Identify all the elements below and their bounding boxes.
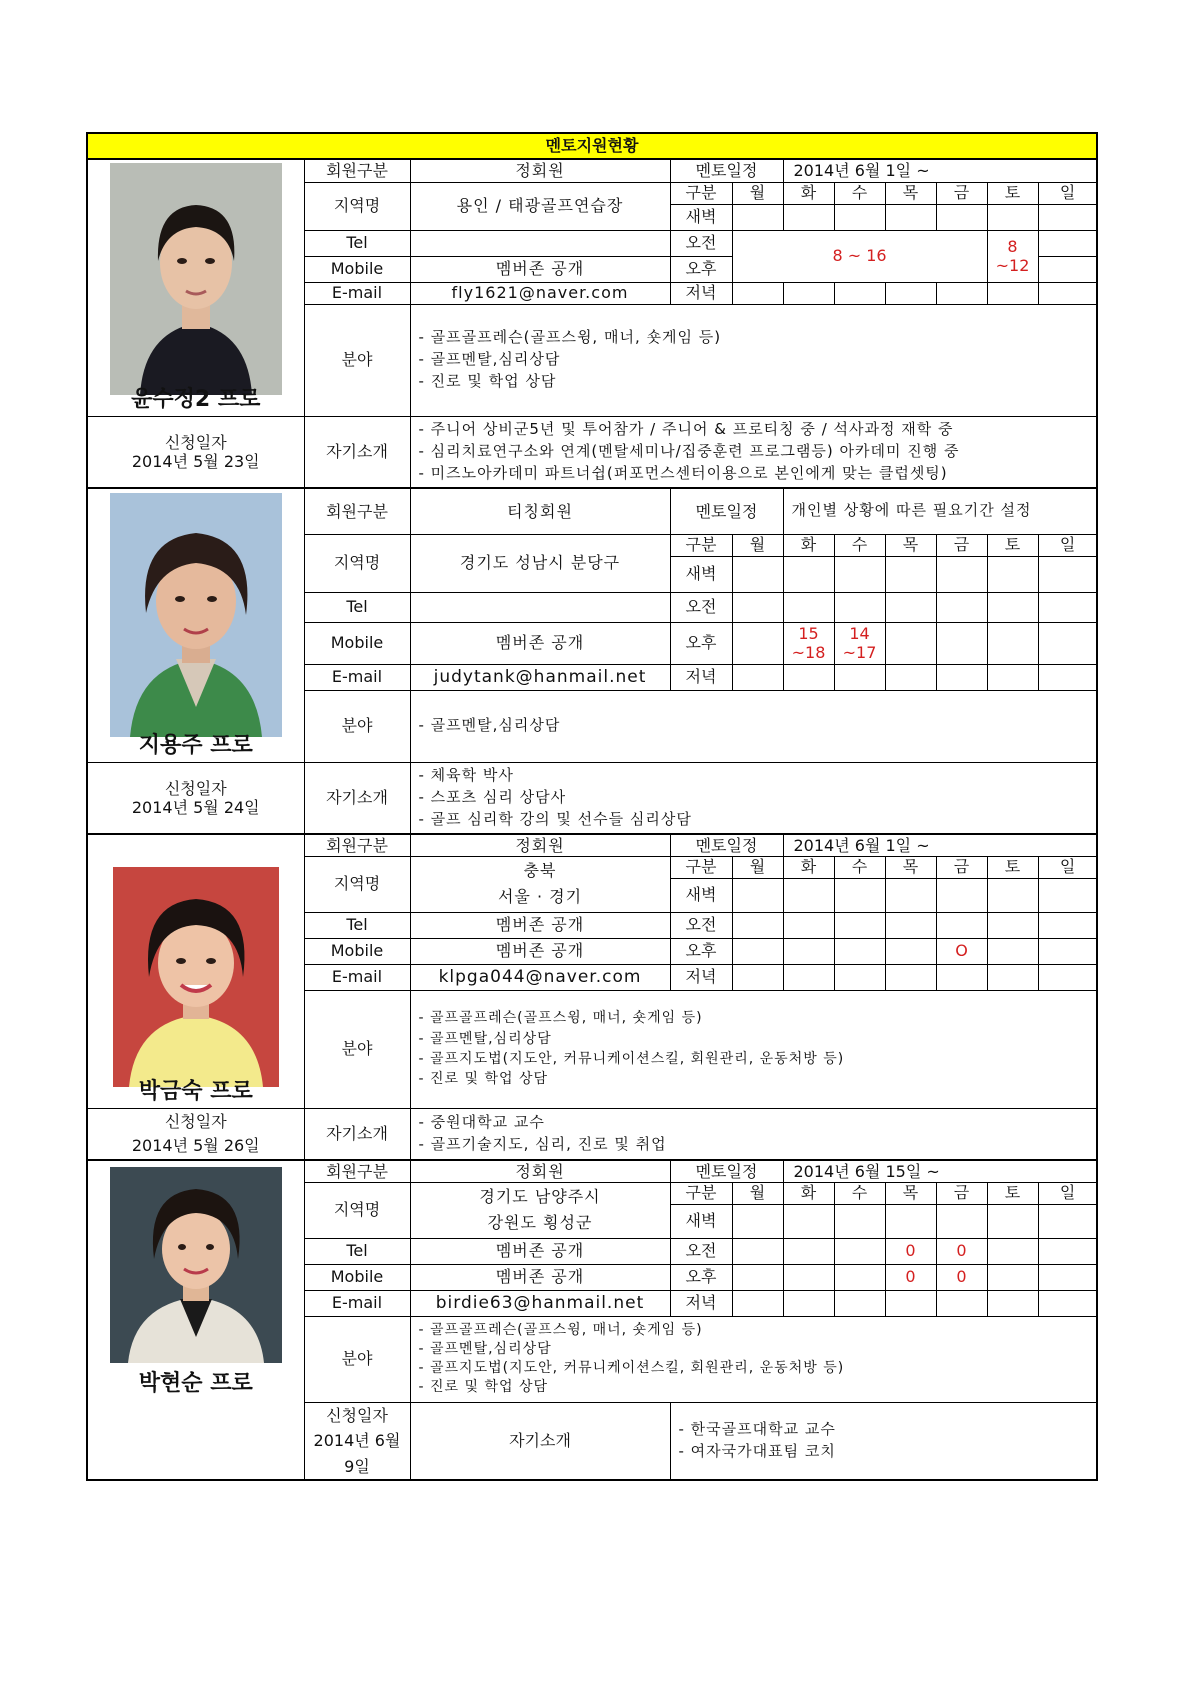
label-email: E-mail [304, 282, 410, 304]
email-value: judytank@hanmail.net [410, 664, 670, 690]
day-tue: 화 [783, 534, 834, 556]
day-thu: 목 [885, 1182, 936, 1204]
sat-time-end: ~12 [995, 256, 1030, 275]
intro-list [410, 416, 1097, 488]
applied-date: 2014년 5월 26일 [131, 1135, 260, 1155]
tel-value [410, 230, 670, 256]
label-member-type: 회원구분 [304, 1160, 410, 1182]
field-item: - 진로 및 학업 상담 [418, 1071, 549, 1088]
label-applied: 신청일자 [164, 1111, 227, 1131]
mentor-profile-3 [87, 834, 304, 1108]
applied-cell [87, 416, 304, 488]
region-value [410, 1182, 670, 1238]
applied-date: 2014년 5월 23일 [131, 451, 260, 471]
label-member-type: 회원구분 [304, 488, 410, 534]
field-item: - 골프지도법(지도안, 커뮤니케이션스킬, 회원관리, 운동처방 등) [418, 1360, 845, 1376]
mobile-value: 멤버존 공개 [410, 1264, 670, 1290]
field-item: - 골프멘탈,심리상담 [418, 716, 561, 735]
schedule-cell-fri-pm: O [936, 938, 987, 964]
schedule-value: 개인별 상황에 따른 필요기간 설정 [783, 488, 1097, 534]
label-field: 분야 [304, 690, 410, 762]
slot-dawn: 새벽 [670, 878, 732, 912]
day-tue: 화 [783, 1182, 834, 1204]
slot-afternoon: 오후 [670, 256, 732, 282]
mentor-name: 박현순 프로 [138, 1371, 253, 1396]
member-type-value: 정회원 [410, 834, 670, 856]
slot-morning: 오전 [670, 230, 732, 256]
day-sun: 일 [1038, 1182, 1097, 1204]
schedule-cell-fri-pm: 0 [936, 1264, 987, 1290]
day-fri: 금 [936, 856, 987, 878]
email-value: fly1621@naver.com [410, 282, 670, 304]
member-type-value: 정회원 [410, 1160, 670, 1182]
slot-afternoon: 오후 [670, 1264, 732, 1290]
day-thu: 목 [885, 856, 936, 878]
slot-evening: 저녁 [670, 964, 732, 990]
schedule-cell-weekday: 8 ~ 16 [732, 230, 987, 282]
intro-item: - 주니어 상비군5년 및 투어참가 / 주니어 & 프로티칭 중 / 석사과정 재학 중 [418, 420, 954, 439]
label-member-type: 회원구분 [304, 159, 410, 182]
region-value: 경기도 성남시 분당구 [410, 534, 670, 592]
day-mon: 월 [732, 534, 783, 556]
label-schedule: 멘토일정 [670, 488, 783, 534]
label-division: 구분 [670, 182, 732, 204]
day-fri: 금 [936, 534, 987, 556]
label-email: E-mail [304, 964, 410, 990]
intro-item: - 여자국가대표팀 코치 [678, 1441, 836, 1460]
mentor-photo [110, 1167, 282, 1363]
sat-time-start: 8 [1007, 236, 1018, 256]
day-sun: 일 [1038, 856, 1097, 878]
intro-item: - 스포츠 심리 상담사 [418, 787, 567, 806]
field-list [410, 1316, 1097, 1402]
day-wed: 수 [834, 534, 885, 556]
day-sat: 토 [987, 534, 1038, 556]
mobile-value: 멤버존 공개 [410, 622, 670, 664]
label-tel: Tel [304, 230, 410, 256]
day-tue: 화 [783, 182, 834, 204]
mentor-profile-1 [87, 159, 304, 416]
tel-value: 멤버존 공개 [410, 912, 670, 938]
intro-item: - 심리치료연구소와 연계(멘탈세미나/집중훈련 프로그램등) 아카데미 진행 중 [418, 441, 960, 460]
label-tel: Tel [304, 592, 410, 622]
member-type-value: 티칭회원 [410, 488, 670, 534]
intro-item: - 중원대학교 교수 [418, 1113, 545, 1131]
schedule-cell-thu-pm: 0 [885, 1264, 936, 1290]
field-item: - 골프골프레슨(골프스윙, 매너, 숏게임 등) [418, 1010, 703, 1027]
slot-evening: 저녁 [670, 664, 732, 690]
day-thu: 목 [885, 534, 936, 556]
label-intro: 자기소개 [304, 1108, 410, 1160]
schedule-cell-sat [987, 230, 1038, 282]
wed-time-end: ~17 [842, 643, 877, 662]
field-list [410, 990, 1097, 1108]
field-item: - 골프멘탈,심리상담 [418, 350, 561, 369]
tue-time-start: 15 [798, 623, 819, 643]
mobile-value: 멤버존 공개 [410, 938, 670, 964]
day-wed: 수 [834, 856, 885, 878]
intro-item: - 골프기술지도, 심리, 진로 및 취업 [418, 1134, 667, 1153]
mentor-name: 지용주 프로 [138, 733, 253, 759]
tel-value: 멤버존 공개 [410, 1238, 670, 1264]
email-value: birdie63@hanmail.net [410, 1290, 670, 1316]
mentor-support-table [86, 132, 1098, 1481]
day-sat: 토 [987, 182, 1038, 204]
label-region: 지역명 [304, 1182, 410, 1238]
schedule-cell-thu-am: 0 [885, 1238, 936, 1264]
day-wed: 수 [834, 182, 885, 204]
schedule-value: 2014년 6월 1일 ~ [783, 834, 1097, 856]
day-sun: 일 [1038, 182, 1097, 204]
region-line: 강원도 횡성군 [487, 1213, 593, 1232]
schedule-cell-fri-am: 0 [936, 1238, 987, 1264]
day-mon: 월 [732, 182, 783, 204]
field-item: - 골프멘탈,심리상담 [418, 1030, 552, 1047]
label-mobile: Mobile [304, 938, 410, 964]
slot-dawn: 새벽 [670, 556, 732, 592]
slot-evening: 저녁 [670, 282, 732, 304]
region-line: 서울 · 경기 [497, 887, 583, 906]
mentor-name: 윤수정2 프로 [131, 387, 261, 413]
schedule-value: 2014년 6월 15일 ~ [783, 1160, 1097, 1182]
label-email: E-mail [304, 1290, 410, 1316]
label-member-type: 회원구분 [304, 834, 410, 856]
label-mobile: Mobile [304, 256, 410, 282]
intro-item: - 한국골프대학교 교수 [678, 1420, 836, 1439]
day-sat: 토 [987, 856, 1038, 878]
label-email: E-mail [304, 664, 410, 690]
field-item: - 골프골프레슨(골프스윙, 매너, 숏게임 등) [418, 328, 722, 347]
intro-item: - 미즈노아카데미 파트너쉽(퍼포먼스센터이용으로 본인에게 맞는 클럽셋팅) [418, 463, 948, 482]
slot-morning: 오전 [670, 592, 732, 622]
slot-afternoon: 오후 [670, 938, 732, 964]
portrait-image [110, 163, 282, 395]
slot-dawn: 새벽 [670, 1204, 732, 1238]
slot-dawn: 새벽 [670, 204, 732, 230]
mentor-name: 박금숙 프로 [138, 1079, 253, 1105]
applied-date: 2014년 5월 24일 [131, 797, 260, 817]
region-value: 용인 / 태광골프연습장 [410, 182, 670, 230]
portrait-image [110, 1167, 282, 1363]
label-intro: 자기소개 [410, 1402, 670, 1480]
label-tel: Tel [304, 912, 410, 938]
label-field: 분야 [304, 1316, 410, 1402]
field-item: - 진로 및 학업 상담 [418, 371, 557, 390]
region-value [410, 856, 670, 912]
label-applied: 신청일자 [326, 1405, 388, 1425]
mentor-photo [110, 493, 282, 737]
applied-cell [304, 1402, 410, 1480]
label-region: 지역명 [304, 856, 410, 912]
label-mobile: Mobile [304, 1264, 410, 1290]
field-list [410, 304, 1097, 416]
schedule-value: 2014년 6월 1일 ~ [783, 159, 1097, 182]
field-item: - 골프지도법(지도안, 커뮤니케이션스킬, 회원관리, 운동처방 등) [418, 1051, 845, 1067]
applied-cell [87, 762, 304, 834]
mentor-profile-4 [87, 1160, 304, 1480]
region-line: 경기도 남양주시 [479, 1187, 601, 1207]
member-type-value: 정회원 [410, 159, 670, 182]
day-fri: 금 [936, 182, 987, 204]
applied-date: 2014년 6월 9일 [313, 1431, 401, 1476]
field-item: - 진로 및 학업 상담 [418, 1378, 549, 1395]
slot-morning: 오전 [670, 1238, 732, 1264]
tue-time-end: ~18 [791, 643, 826, 662]
label-region: 지역명 [304, 182, 410, 230]
label-field: 분야 [304, 990, 410, 1108]
mobile-value: 멤버존 공개 [410, 256, 670, 282]
mentor-photo [113, 867, 279, 1087]
label-applied: 신청일자 [164, 432, 227, 452]
label-schedule: 멘토일정 [670, 1160, 783, 1182]
intro-item: - 골프 심리학 강의 및 선수들 심리상담 [418, 809, 692, 828]
day-fri: 금 [936, 1182, 987, 1204]
day-mon: 월 [732, 856, 783, 878]
table-title: 멘토지원현황 [87, 133, 1097, 159]
email-value: klpga044@naver.com [410, 964, 670, 990]
label-mobile: Mobile [304, 622, 410, 664]
intro-list [410, 1108, 1097, 1160]
schedule-cell-wed [834, 622, 885, 664]
wed-time-start: 14 [849, 623, 870, 643]
intro-item: - 체육학 박사 [418, 766, 514, 785]
region-line: 충북 [523, 861, 557, 881]
intro-list [410, 762, 1097, 834]
label-field: 분야 [304, 304, 410, 416]
mentor-profile-2 [87, 488, 304, 762]
label-tel: Tel [304, 1238, 410, 1264]
slot-evening: 저녁 [670, 1290, 732, 1316]
day-tue: 화 [783, 856, 834, 878]
day-mon: 월 [732, 1182, 783, 1204]
portrait-image [113, 867, 279, 1087]
day-sat: 토 [987, 1182, 1038, 1204]
label-division: 구분 [670, 856, 732, 878]
field-item: - 골프골프레슨(골프스윙, 매너, 숏게임 등) [418, 1322, 703, 1339]
portrait-image [110, 493, 282, 737]
tel-value [410, 592, 670, 622]
label-intro: 자기소개 [304, 416, 410, 488]
mentor-photo [110, 163, 282, 395]
label-schedule: 멘토일정 [670, 159, 783, 182]
slot-afternoon: 오후 [670, 622, 732, 664]
day-wed: 수 [834, 1182, 885, 1204]
slot-morning: 오전 [670, 912, 732, 938]
label-division: 구분 [670, 1182, 732, 1204]
day-thu: 목 [885, 182, 936, 204]
label-applied: 신청일자 [164, 778, 227, 798]
label-intro: 자기소개 [304, 762, 410, 834]
schedule-cell-tue [783, 622, 834, 664]
intro-list [670, 1402, 1097, 1480]
field-item: - 골프멘탈,심리상담 [418, 1341, 552, 1358]
day-sun: 일 [1038, 534, 1097, 556]
label-region: 지역명 [304, 534, 410, 592]
applied-cell [87, 1108, 304, 1160]
label-schedule: 멘토일정 [670, 834, 783, 856]
field-list [410, 690, 1097, 762]
label-division: 구분 [670, 534, 732, 556]
